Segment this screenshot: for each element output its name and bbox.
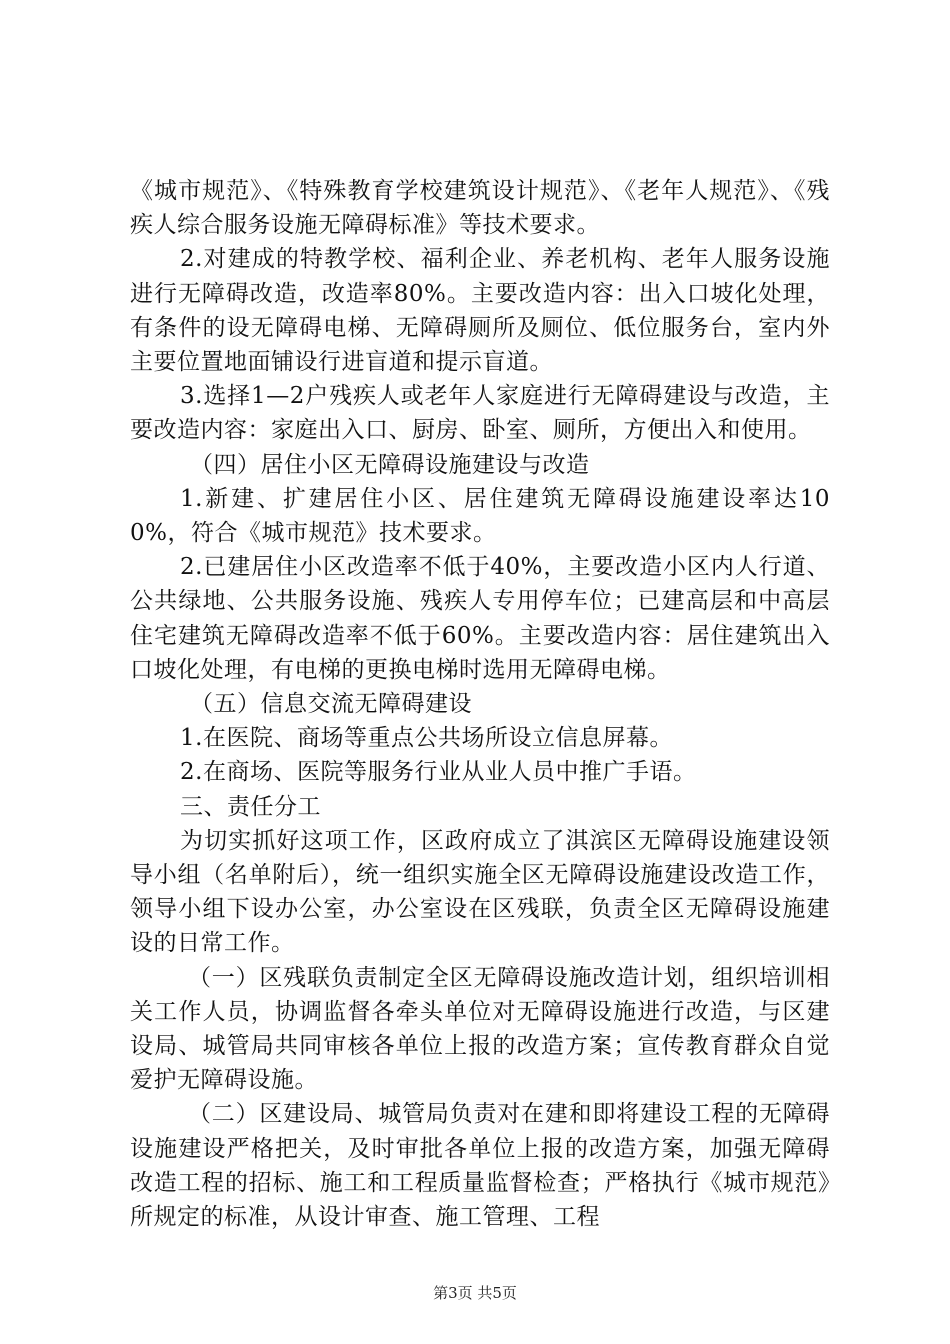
paragraph-disabled-federation-duty: （一）区残联负责制定全区无障碍设施改造计划，组织培训相关工作人员，协调监督各牵头单位对无障碍设施进行改造，与区建设局、城管局共同审核各单位上报的改造方案；宣传教育群众自觉爱护无障碍设施。 (130, 964, 830, 1094)
paragraph-leadership-group: 为切实抓好这项工作，区政府成立了淇滨区无障碍设施建设领导小组（名单附后），统一组织实施全区无障碍设施建设改造工作，领导小组下设办公室，办公室设在区残联，负责全区无障碍设施建设的日常工作。 (130, 827, 830, 957)
paragraph-standards-continuation: 《城市规范》、《特殊教育学校建筑设计规范》、《老年人规范》、《残疾人综合服务设施无障碍标准》等技术要求。 (130, 178, 830, 239)
paragraph-item-2-existing-residential: 2.已建居住小区改造率不低于40%，主要改造小区内人行道、公共绿地、公共服务设施、残疾人专用停车位；已建高层和中高层住宅建筑无障碍改造率不低于60%。主要改造内容：居住建筑出入口坡化处理，有电梯的更换电梯时选用无障碍电梯。 (130, 554, 830, 683)
heading-information-section: （五）信息交流无障碍建设 (190, 691, 472, 718)
heading-responsibilities: 三、责任分工 (180, 793, 321, 820)
paragraph-item-1-new-residential: 1.新建、扩建居住小区、居住建筑无障碍设施建设率达100%，符合《城市规范》技术要求。 (130, 485, 830, 547)
paragraph-construction-bureau-duty: （二）区建设局、城管局负责对在建和即将建设工程的无障碍设施建设严格把关，及时审批各单位上报的改造方案，加强无障碍改造工程的招标、施工和工程质量监督检查；严格执行《城市规范》所规定的标准，从设计审查、施工管理、工程 (130, 1101, 830, 1231)
paragraph-item-2-special-facilities: 2.对建成的特教学校、福利企业、养老机构、老年人服务设施进行无障碍改造，改造率80%。主要改造内容：出入口坡化处理，有条件的设无障碍电梯、无障碍厕所及厕位、低位服务台，室内外主要位置地面铺设行进盲道和提示盲道。 (130, 246, 830, 376)
document-body (130, 174, 830, 1234)
paragraph-item-2-sign-language: 2.在商场、医院等服务行业从业人员中推广手语。 (180, 759, 697, 786)
paragraph-item-3-household: 3.选择1—2户残疾人或老年人家庭进行无障碍建设与改造，主要改造内容：家庭出入口、厨房、卧室、厕所，方便出入和使用。 (130, 383, 830, 444)
paragraph-item-1-info-screens: 1.在医院、商场等重点公共场所设立信息屏幕。 (180, 725, 673, 752)
heading-residential-section: （四）居住小区无障碍设施建设与改造 (190, 451, 590, 478)
page-number-footer: 第3页 共5页 (433, 1284, 517, 1302)
